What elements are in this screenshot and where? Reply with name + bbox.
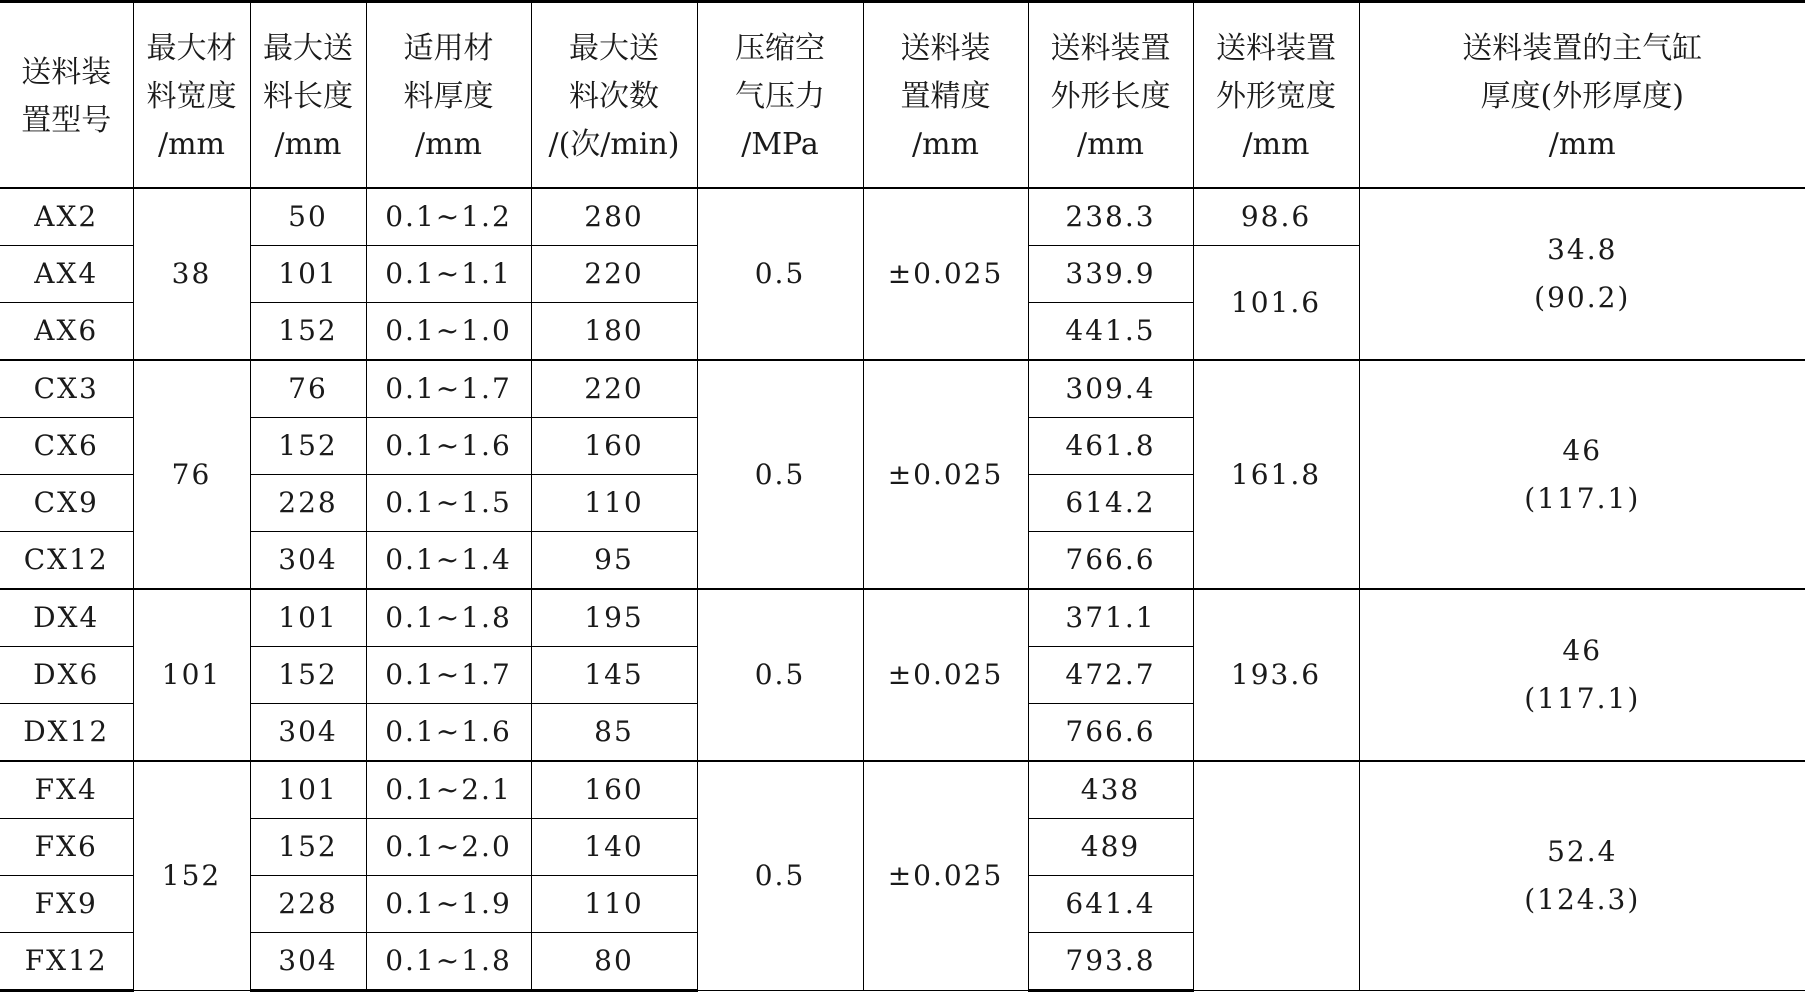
- feed-length-cell: 101: [250, 246, 366, 303]
- header-max-material-width: 最大材 料宽度 /mm: [133, 2, 250, 189]
- model-cell: AX6: [0, 303, 133, 361]
- thickness-range-cell: 0.1~1.2: [366, 188, 531, 246]
- cylinder-thickness-cell: 52.4 (124.3): [1359, 761, 1805, 991]
- thickness-range-cell: 0.1~1.4: [366, 532, 531, 590]
- max-rate-cell: 110: [531, 876, 697, 933]
- cylinder-thickness-cell: 34.8 (90.2): [1359, 188, 1805, 360]
- outer-length-cell: 238.3: [1028, 188, 1193, 246]
- feed-length-cell: 152: [250, 303, 366, 361]
- precision-cell: ±0.025: [863, 188, 1028, 360]
- material-width-cell: 38: [133, 188, 250, 360]
- precision-cell: ±0.025: [863, 761, 1028, 991]
- thickness-range-cell: 0.1~1.8: [366, 933, 531, 991]
- cylinder-thickness-cell: 46 (117.1): [1359, 360, 1805, 589]
- thickness-range-cell: 0.1~1.6: [366, 704, 531, 762]
- model-cell: AX4: [0, 246, 133, 303]
- header-material-thickness: 适用材 料厚度 /mm: [366, 2, 531, 189]
- thickness-range-cell: 0.1~1.8: [366, 589, 531, 647]
- header-precision: 送料装 置精度 /mm: [863, 2, 1028, 189]
- model-cell: FX4: [0, 761, 133, 819]
- max-rate-cell: 160: [531, 761, 697, 819]
- max-rate-cell: 85: [531, 704, 697, 762]
- outer-width-cell: [1193, 761, 1359, 991]
- header-outer-width: 送料装置 外形宽度 /mm: [1193, 2, 1359, 189]
- model-cell: CX12: [0, 532, 133, 590]
- model-cell: DX4: [0, 589, 133, 647]
- outer-length-cell: 489: [1028, 819, 1193, 876]
- max-rate-cell: 220: [531, 360, 697, 418]
- max-rate-cell: 110: [531, 475, 697, 532]
- model-cell: FX9: [0, 876, 133, 933]
- outer-length-cell: 371.1: [1028, 589, 1193, 647]
- material-width-cell: 76: [133, 360, 250, 589]
- outer-length-cell: 441.5: [1028, 303, 1193, 361]
- outer-length-cell: 766.6: [1028, 704, 1193, 762]
- feed-length-cell: 228: [250, 876, 366, 933]
- outer-width-cell: 98.6: [1193, 188, 1359, 246]
- feed-length-cell: 228: [250, 475, 366, 532]
- outer-length-cell: 614.2: [1028, 475, 1193, 532]
- outer-length-cell: 472.7: [1028, 647, 1193, 704]
- outer-length-cell: 793.8: [1028, 933, 1193, 991]
- feed-length-cell: 101: [250, 761, 366, 819]
- outer-length-cell: 309.4: [1028, 360, 1193, 418]
- feed-length-cell: 152: [250, 819, 366, 876]
- table-row: [0, 589, 1805, 647]
- outer-length-cell: 766.6: [1028, 532, 1193, 590]
- header-max-feed-length: 最大送 料长度 /mm: [250, 2, 366, 189]
- thickness-range-cell: 0.1~1.9: [366, 876, 531, 933]
- outer-length-cell: 339.9: [1028, 246, 1193, 303]
- precision-cell: ±0.025: [863, 589, 1028, 761]
- model-cell: FX6: [0, 819, 133, 876]
- feed-length-cell: 50: [250, 188, 366, 246]
- model-cell: CX6: [0, 418, 133, 475]
- thickness-range-cell: 0.1~1.1: [366, 246, 531, 303]
- outer-width-cell: 101.6: [1193, 246, 1359, 361]
- max-rate-cell: 280: [531, 188, 697, 246]
- thickness-range-cell: 0.1~1.0: [366, 303, 531, 361]
- thickness-range-cell: 0.1~1.5: [366, 475, 531, 532]
- outer-width-cell: 161.8: [1193, 360, 1359, 589]
- feed-length-cell: 152: [250, 418, 366, 475]
- outer-length-cell: 641.4: [1028, 876, 1193, 933]
- outer-width-cell: 193.6: [1193, 589, 1359, 761]
- pressure-cell: 0.5: [697, 761, 863, 991]
- model-cell: CX3: [0, 360, 133, 418]
- header-outer-length: 送料装置 外形长度 /mm: [1028, 2, 1193, 189]
- model-cell: FX12: [0, 933, 133, 991]
- max-rate-cell: 195: [531, 589, 697, 647]
- feed-length-cell: 304: [250, 532, 366, 590]
- model-cell: DX12: [0, 704, 133, 762]
- model-cell: AX2: [0, 188, 133, 246]
- thickness-range-cell: 0.1~1.7: [366, 360, 531, 418]
- header-max-feed-rate: 最大送 料次数 /(次/min): [531, 2, 697, 189]
- feed-length-cell: 76: [250, 360, 366, 418]
- feed-length-cell: 101: [250, 589, 366, 647]
- max-rate-cell: 95: [531, 532, 697, 590]
- header-row: [0, 2, 1805, 189]
- precision-cell: ±0.025: [863, 360, 1028, 589]
- max-rate-cell: 140: [531, 819, 697, 876]
- max-rate-cell: 145: [531, 647, 697, 704]
- max-rate-cell: 220: [531, 246, 697, 303]
- pressure-cell: 0.5: [697, 589, 863, 761]
- thickness-range-cell: 0.1~1.7: [366, 647, 531, 704]
- header-cylinder-thickness: 送料装置的主气缸 厚度(外形厚度) /mm: [1359, 2, 1805, 189]
- model-cell: DX6: [0, 647, 133, 704]
- table-row: [0, 761, 1805, 819]
- feed-length-cell: 304: [250, 704, 366, 762]
- header-model: 送料装 置型号: [0, 2, 133, 189]
- feed-length-cell: 304: [250, 933, 366, 991]
- max-rate-cell: 80: [531, 933, 697, 991]
- table-row: [0, 188, 1805, 246]
- max-rate-cell: 160: [531, 418, 697, 475]
- thickness-range-cell: 0.1~1.6: [366, 418, 531, 475]
- header-air-pressure: 压缩空 气压力 /MPa: [697, 2, 863, 189]
- pressure-cell: 0.5: [697, 188, 863, 360]
- thickness-range-cell: 0.1~2.0: [366, 819, 531, 876]
- cylinder-thickness-cell: 46 (117.1): [1359, 589, 1805, 761]
- outer-length-cell: 438: [1028, 761, 1193, 819]
- max-rate-cell: 180: [531, 303, 697, 361]
- pressure-cell: 0.5: [697, 360, 863, 589]
- outer-length-cell: 461.8: [1028, 418, 1193, 475]
- material-width-cell: 152: [133, 761, 250, 991]
- thickness-range-cell: 0.1~2.1: [366, 761, 531, 819]
- model-cell: CX9: [0, 475, 133, 532]
- material-width-cell: 101: [133, 589, 250, 761]
- feed-length-cell: 152: [250, 647, 366, 704]
- table-row: [0, 360, 1805, 418]
